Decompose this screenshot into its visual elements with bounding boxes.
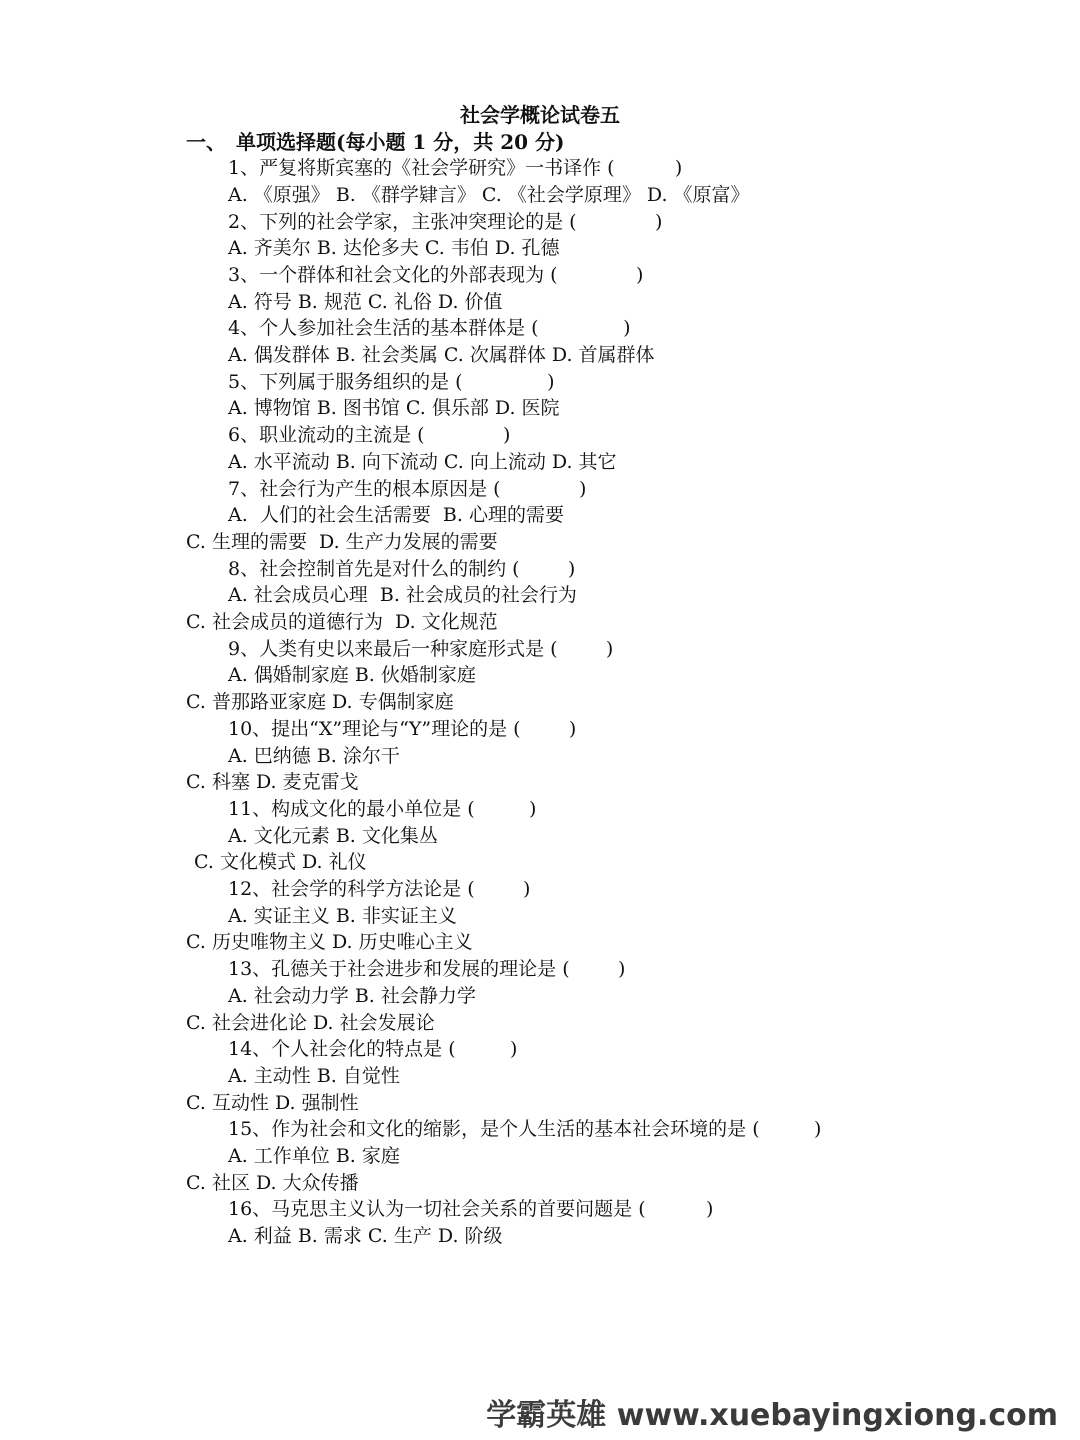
options-8-ab: A. 社会成员心理 B. 社会成员的社会行为 <box>228 584 577 606</box>
question-8: 8、社会控制首先是对什么的制约 ( ) <box>228 558 576 580</box>
question-16: 16、马克思主义认为一切社会关系的首要问题是 ( ) <box>228 1198 714 1220</box>
options-11-ab: A. 文化元素 B. 文化集丛 <box>228 825 438 847</box>
question-15: 15、作为社会和文化的缩影，是个人生活的基本社会环境的是 ( ) <box>228 1118 822 1140</box>
options-2: A. 齐美尔 B. 达伦多夫 C. 韦伯 D. 孔德 <box>228 237 560 259</box>
question-10: 10、提出“X”理论与“Y”理论的是 ( ) <box>228 718 577 740</box>
options-6: A. 水平流动 B. 向下流动 C. 向上流动 D. 其它 <box>228 451 617 473</box>
question-14: 14、个人社会化的特点是 ( ) <box>228 1038 518 1060</box>
options-13-ab: A. 社会动力学 B. 社会静力学 <box>228 985 476 1007</box>
options-15-cd: C. 社区 D. 大众传播 <box>186 1172 359 1194</box>
options-8-cd: C. 社会成员的道德行为 D. 文化规范 <box>186 611 498 633</box>
section-number: 一、 <box>186 130 226 154</box>
options-10-ab: A. 巴纳德 B. 涂尔干 <box>228 745 400 767</box>
question-4: 4、个人参加社会生活的基本群体是 ( ) <box>228 317 631 339</box>
options-4: A. 偶发群体 B. 社会类属 C. 次属群体 D. 首属群体 <box>228 344 655 366</box>
question-9: 9、人类有史以来最后一种家庭形式是 ( ) <box>228 638 614 660</box>
options-12-ab: A. 实证主义 B. 非实证主义 <box>228 905 457 927</box>
options-11-cd: C. 文化模式 D. 礼仪 <box>194 851 367 873</box>
options-15-ab: A. 工作单位 B. 家庭 <box>228 1145 400 1167</box>
section-title: 单项选择题(每小题 1 分，共 20 分) <box>236 130 565 154</box>
options-14-ab: A. 主动性 B. 自觉性 <box>228 1065 400 1087</box>
question-12: 12、社会学的科学方法论是 ( ) <box>228 878 531 900</box>
options-1: A. 《原强》 B. 《群学肄言》 C. 《社会学原理》 D. 《原富》 <box>228 184 750 206</box>
options-12-cd: C. 历史唯物主义 D. 历史唯心主义 <box>186 931 473 953</box>
options-13-cd: C. 社会进化论 D. 社会发展论 <box>186 1012 435 1034</box>
question-2: 2、下列的社会学家，主张冲突理论的是 ( ) <box>228 211 663 233</box>
question-7: 7、社会行为产生的根本原因是 ( ) <box>228 478 587 500</box>
options-16: A. 利益 B. 需求 C. 生产 D. 阶级 <box>228 1225 503 1247</box>
options-3: A. 符号 B. 规范 C. 礼俗 D. 价值 <box>228 291 503 313</box>
options-10-cd: C. 科塞 D. 麦克雷戈 <box>186 771 359 793</box>
options-7-ab: A. 人们的社会生活需要 B. 心理的需要 <box>228 504 564 526</box>
question-13: 13、孔德关于社会进步和发展的理论是 ( ) <box>228 958 626 980</box>
site-watermark: 学霸英雄 www.xuebayingxiong.com <box>486 1398 1058 1433</box>
options-14-cd: C. 互动性 D. 强制性 <box>186 1092 359 1114</box>
question-11: 11、构成文化的最小单位是 ( ) <box>228 798 537 820</box>
section-heading <box>186 127 565 157</box>
question-3: 3、一个群体和社会文化的外部表现为 ( ) <box>228 264 644 286</box>
question-5: 5、下列属于服务组织的是 ( ) <box>228 371 555 393</box>
question-6: 6、职业流动的主流是 ( ) <box>228 424 511 446</box>
exam-title: 社会学概论试卷五 <box>460 103 620 127</box>
options-9-ab: A. 偶婚制家庭 B. 伙婚制家庭 <box>228 664 476 686</box>
options-5: A. 博物馆 B. 图书馆 C. 俱乐部 D. 医院 <box>228 397 560 419</box>
question-1: 1、严复将斯宾塞的《社会学研究》一书译作 ( ) <box>228 157 683 179</box>
options-9-cd: C. 普那路亚家庭 D. 专偶制家庭 <box>186 691 454 713</box>
options-7-cd: C. 生理的需要 D. 生产力发展的需要 <box>186 531 498 553</box>
